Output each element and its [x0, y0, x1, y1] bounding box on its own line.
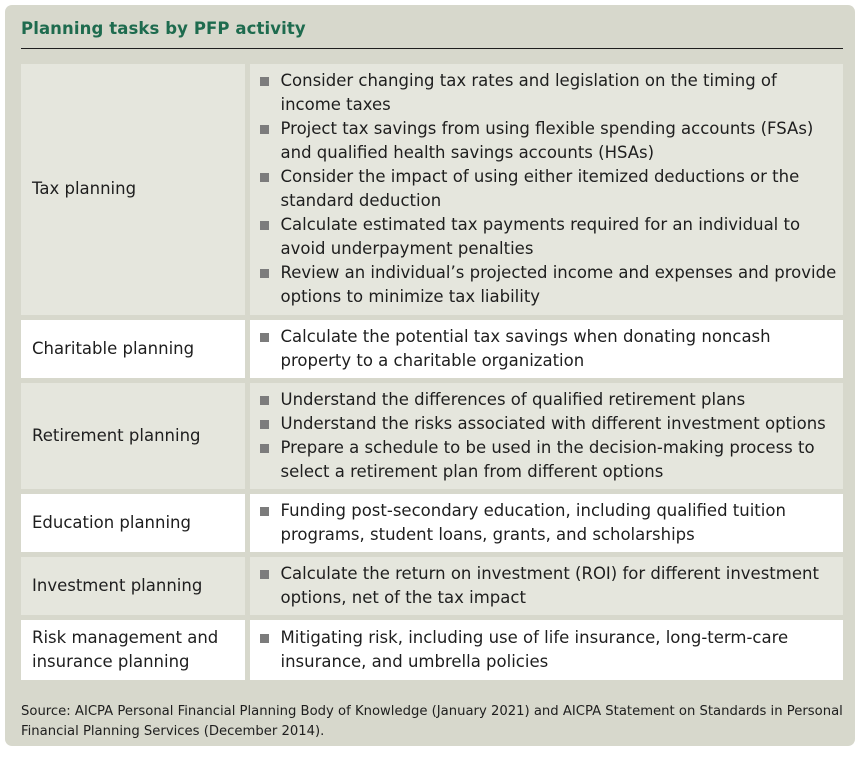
figure-panel: [5, 5, 855, 746]
square-bullet-icon: [260, 125, 269, 134]
tasks-cell: [247, 491, 843, 554]
table-row: [21, 491, 843, 554]
task-list: [260, 388, 840, 484]
square-bullet-icon: [260, 77, 269, 86]
task-list: [260, 69, 840, 309]
activity-cell: Charitable planning: [21, 317, 247, 380]
task-text: Mitigating risk, including use of life insurance, long-term-care insurance, and umbrella policies: [280, 627, 789, 671]
table-row: [21, 554, 843, 617]
tasks-cell: [247, 64, 843, 317]
list-item: [260, 626, 840, 674]
planning-tasks-table: [21, 64, 843, 680]
tasks-cell: [247, 554, 843, 617]
task-text: Calculate the potential tax savings when donating noncash property to a charitable organization: [280, 326, 771, 370]
table-row: [21, 64, 843, 317]
task-text: Understand the differences of qualified retirement plans: [280, 389, 746, 409]
task-text: Review an individual’s projected income and expenses and provide options to minimize tax liability: [280, 263, 837, 307]
list-item: [260, 213, 840, 261]
square-bullet-icon: [260, 221, 269, 230]
task-text: Project tax savings from using flexible spending accounts (FSAs) and qualified health savings accounts (HSAs): [280, 119, 814, 163]
square-bullet-icon: [260, 420, 269, 429]
task-text: Prepare a schedule to be used in the decision-making process to select a retirement plan from different options: [280, 437, 815, 481]
list-item: [260, 412, 840, 436]
activity-cell: Investment planning: [21, 554, 247, 617]
list-item: [260, 436, 840, 484]
task-list: [260, 562, 840, 610]
activity-cell: Retirement planning: [21, 380, 247, 491]
task-text: Consider the impact of using either itemized deductions or the standard deduction: [280, 167, 800, 211]
tasks-cell: [247, 617, 843, 680]
table-row: [21, 617, 843, 680]
task-text: Calculate the return on investment (ROI) for different investment options, net of the tax impact: [280, 563, 819, 607]
task-text: Funding post-secondary education, including qualified tuition programs, student loans, grants, and scholarships: [280, 500, 786, 544]
tasks-cell: [247, 317, 843, 380]
tasks-cell: [247, 380, 843, 491]
task-text: Calculate estimated tax payments required for an individual to avoid underpayment penalties: [280, 215, 801, 259]
square-bullet-icon: [260, 269, 269, 278]
source-note: Source: AICPA Personal Financial Planning Body of Knowledge (January 2021) and AICPA Statement on Standards in Personal Financial Planning Services (December 2014).: [21, 704, 843, 739]
square-bullet-icon: [260, 444, 269, 453]
activity-cell: Risk management and insurance planning: [21, 617, 247, 680]
activity-cell: Tax planning: [21, 64, 247, 317]
square-bullet-icon: [260, 634, 269, 643]
square-bullet-icon: [260, 333, 269, 342]
task-list: [260, 325, 840, 373]
square-bullet-icon: [260, 173, 269, 182]
list-item: [260, 499, 840, 547]
activity-cell: Education planning: [21, 491, 247, 554]
task-text: Understand the risks associated with different investment options: [280, 413, 826, 433]
square-bullet-icon: [260, 507, 269, 516]
square-bullet-icon: [260, 570, 269, 579]
task-list: [260, 499, 840, 547]
list-item: [260, 562, 840, 610]
task-list: [260, 626, 840, 674]
square-bullet-icon: [260, 396, 269, 405]
list-item: [260, 117, 840, 165]
task-text: Consider changing tax rates and legislation on the timing of income taxes: [280, 71, 777, 115]
table-row: [21, 380, 843, 491]
list-item: [260, 325, 840, 373]
figure-title: Planning tasks by PFP activity: [21, 19, 306, 38]
table-row: [21, 317, 843, 380]
list-item: [260, 261, 840, 309]
list-item: [260, 165, 840, 213]
title-rule: [21, 48, 843, 49]
list-item: [260, 388, 840, 412]
list-item: [260, 69, 840, 117]
